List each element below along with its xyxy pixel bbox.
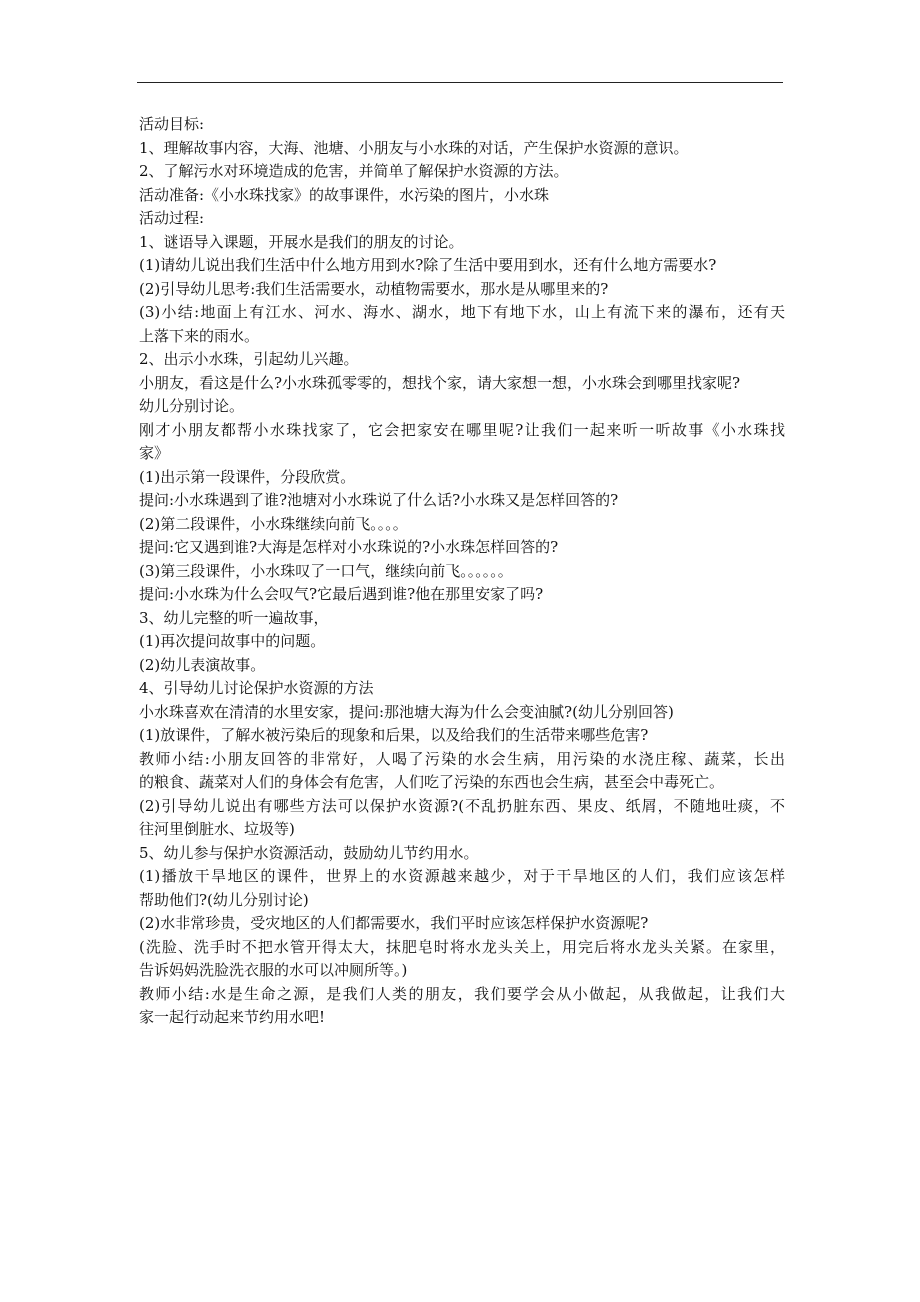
step-3-heading: 3、幼儿完整的听一遍故事，	[139, 608, 329, 627]
text-line: 提问:它又遇到谁?大海是怎样对小水珠说的?小水珠怎样回答的?	[139, 538, 559, 556]
text-line: (1)放课件，了解水被污染后的现象和后果，以及给我们的生活带来哪些危害?	[139, 726, 649, 744]
preparation-line: 活动准备:《小水珠找家》的故事课件，水污染的图片，小水珠	[139, 185, 550, 204]
text-line: 小朋友，看这是什么?小水珠孤零零的，想找个家，请大家想一想，小水珠会到哪里找家呢?	[139, 373, 741, 392]
text-line: 提问:小水珠遇到了谁?池塘对小水珠说了什么话?小水珠又是怎样回答的?	[139, 491, 619, 509]
text-line: 上落下来的雨水。	[139, 326, 260, 345]
text-line: (3)第三段课件，小水珠叹了一口气，继续向前飞。。。。。。	[139, 561, 513, 580]
step-2-heading: 2、出示小水珠，引起幼儿兴趣。	[139, 350, 359, 368]
goal-item-1: 1、理解故事内容，大海、池塘、小朋友与小水珠的对话，产生保护水资源的意识。	[139, 138, 689, 157]
text-line: (1)再次提问故事中的问题。	[139, 632, 326, 650]
text-line: (1)播放干旱地区的课件，世界上的水资源越来越少，对于干旱地区的人们，我们应该怎样	[139, 867, 785, 885]
section-heading-goals: 活动目标:	[139, 115, 205, 133]
text-line: (2)第二段课件，小水珠继续向前飞。。。。	[139, 514, 408, 533]
text-line: 的粮食、蔬菜对人们的身体会有危害，人们吃了污染的东西也会生病，甚至会中毒死亡。	[139, 773, 725, 791]
text-line: 小水珠喜欢在清清的水里安家，提问:那池塘大海为什么会变油腻?(幼儿分别回答)	[139, 702, 674, 721]
text-line: (2)幼儿表演故事。	[139, 655, 266, 674]
text-line: (1)出示第一段课件，分段欣赏。	[139, 467, 356, 486]
text-line: 幼儿分别讨论。	[139, 397, 245, 415]
text-line: 告诉妈妈洗脸洗衣服的水可以冲厕所等。)	[139, 961, 408, 979]
text-line: 提问:小水珠为什么会叹气?它最后遇到谁?他在那里安家了吗?	[139, 585, 544, 603]
section-heading-process: 活动过程:	[139, 209, 205, 227]
step-5-heading: 5、幼儿参与保护水资源活动，鼓励幼儿节约用水。	[139, 843, 479, 862]
text-line: (1)请幼儿说出我们生活中什么地方用到水?除了生活中要用到水，还有什么地方需要水?	[139, 256, 717, 274]
text-line: 家》	[139, 444, 170, 462]
goal-item-2: 2、了解污水对环境造成的危害，并简单了解保护水资源的方法。	[139, 162, 569, 180]
text-line: (2)水非常珍贵，受灾地区的人们都需要水，我们平时应该怎样保护水资源呢?	[139, 914, 649, 932]
step-4-heading: 4、引导幼儿讨论保护水资源的方法	[139, 679, 374, 697]
text-line: 刚才小朋友都帮小水珠找家了，它会把家安在哪里呢?让我们一起来听一听故事《小水珠找	[139, 420, 785, 439]
text-line: (2)引导幼儿说出有哪些方法可以保护水资源?(不乱扔脏东西、果皮、纸屑，不随地吐痰，不	[139, 796, 785, 815]
header-rule	[137, 82, 783, 83]
document-body	[139, 113, 785, 1030]
text-line: 教师小结:水是生命之源，是我们人类的朋友，我们要学会从小做起，从我做起，让我们大	[139, 984, 785, 1003]
text-line: (洗脸、洗手时不把水管开得太大，抹肥皂时将水龙头关上，用完后将水龙头关紧。在家里，	[139, 937, 785, 956]
text-line: 往河里倒脏水、垃圾等)	[139, 820, 295, 838]
text-line: (2)引导幼儿思考:我们生活需要水，动植物需要水，那水是从哪里来的?	[139, 279, 609, 298]
step-1-heading: 1、谜语导入课题，开展水是我们的朋友的讨论。	[139, 232, 464, 251]
text-line: 家一起行动起来节约用水吧!	[139, 1008, 326, 1026]
text-line: 帮助他们?(幼儿分别讨论)	[139, 890, 309, 909]
text-line: (3)小结:地面上有江水、河水、海水、湖水，地下有地下水，山上有流下来的瀑布，还有天	[139, 303, 785, 321]
text-line: 教师小结:小朋友回答的非常好，人喝了污染的水会生病，用污染的水浇庄稼、蔬菜，长出	[139, 749, 785, 768]
